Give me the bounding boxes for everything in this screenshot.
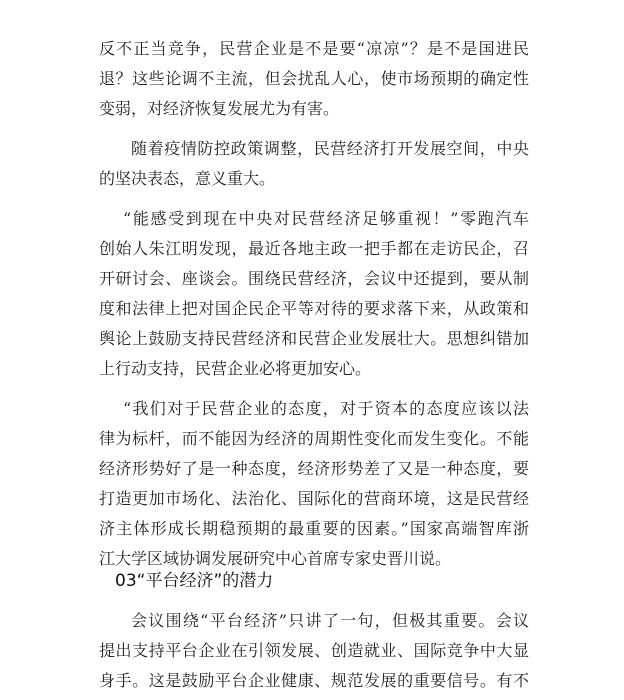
paragraph-3-line-1: “能感受到现在中央对民营经济足够重视！”零跑汽车: [123, 209, 529, 228]
paragraph-2-line-2: 的坚决表态，意义重大。: [99, 169, 276, 188]
paragraph-4-line-2: 律为标杆，而不能因为经济的周期性变化而发生变化。不能: [99, 429, 529, 448]
paragraph-4-line-1: “我们对于民营企业的态度，对于资本的态度应该以法: [123, 399, 529, 418]
paragraph-1-line-1: 反不正当竞争，民营企业是不是要“凉凉”？是不是国进民: [99, 39, 529, 58]
paragraph-3-line-5: 舆论上鼓励支持民营经济和民营企业发展壮大。思想纠错加: [99, 329, 529, 348]
paragraph-5-line-1: 会议围绕“平台经济”只讲了一句，但极其重要。会议: [131, 611, 529, 630]
paragraph-1-line-3: 变弱，对经济恢复发展尤为有害。: [99, 99, 340, 118]
paragraph-5-line-3: 身手。这是鼓励平台企业健康、规范发展的重要信号。有不: [99, 671, 529, 690]
paragraph-4-line-4: 打造更加市场化、法治化、国际化的营商环境，这是民营经: [99, 489, 529, 508]
paragraph-3-line-3: 开研讨会、座谈会。围绕民营经济，会议中还提到，要从制: [99, 269, 529, 288]
paragraph-5-line-2: 提出支持平台企业在引领发展、创造就业、国际竞争中大显: [99, 641, 529, 660]
paragraph-4-line-6: 江大学区域协调发展研究中心首席专家史晋川说。: [99, 549, 452, 568]
paragraph-1-line-2: 退？这些论调不主流，但会扰乱人心，使市场预期的确定性: [99, 69, 529, 88]
section-heading: 03“平台经济”的潜力: [115, 571, 274, 591]
paragraph-3-line-4: 度和法律上把对国企民企平等对待的要求落下来，从政策和: [99, 299, 529, 318]
paragraph-3-line-2: 创始人朱江明发现，最近各地主政一把手都在走访民企，召: [99, 239, 529, 258]
paragraph-3-line-6: 上行动支持，民营企业必将更加安心。: [99, 359, 372, 378]
paragraph-2-line-1: 随着疫情防控政策调整，民营经济打开发展空间，中央: [131, 139, 529, 158]
paragraph-4-line-3: 经济形势好了是一种态度，经济形势差了又是一种态度，要: [99, 459, 529, 478]
paragraph-4-line-5: 济主体形成长期稳预期的最重要的因素。”国家高端智库浙: [99, 519, 529, 538]
